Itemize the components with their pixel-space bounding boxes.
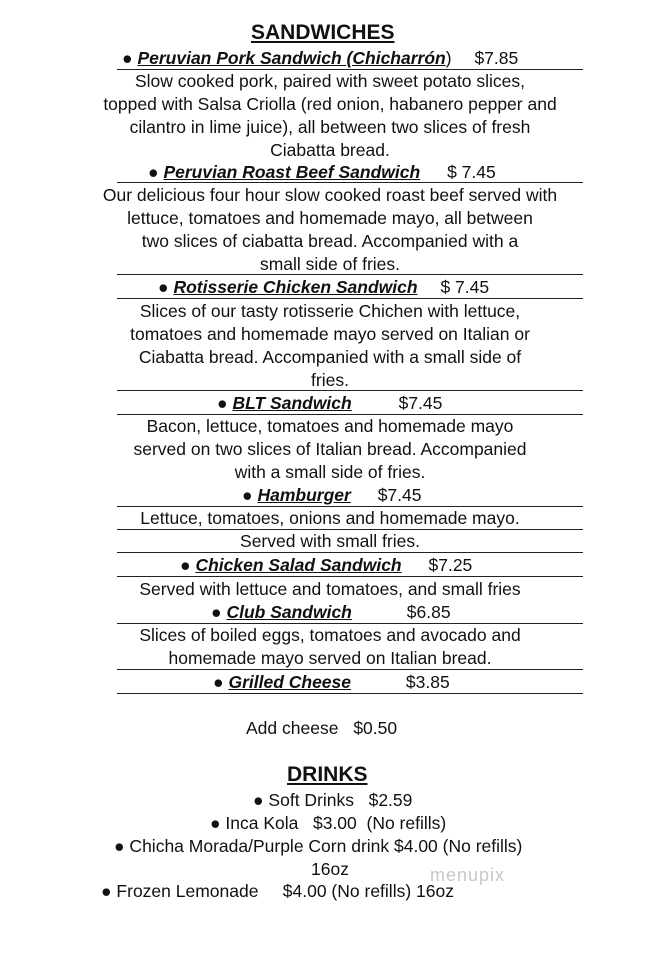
bullet: ● bbox=[217, 393, 228, 413]
menu-item-rotisserie-chicken-sandwich bbox=[158, 276, 489, 298]
drinks-title: DRINKS bbox=[287, 763, 368, 786]
item-description: Bacon, lettuce, tomatoes and homemade mayo served on two slices of Italian bread. Accompanied with a small side of fries. bbox=[133, 416, 527, 482]
item-price: $6.85 bbox=[406, 602, 451, 622]
bullet: ● bbox=[158, 277, 169, 297]
item-description: Lettuce, tomatoes, onions and homemade mayo. Served with small fries. bbox=[140, 508, 520, 551]
add-cheese bbox=[246, 717, 397, 739]
drink-frozen-lemonade: ● Frozen Lemonade $4.00 (No refills) 16oz bbox=[101, 881, 454, 901]
bullet: ● bbox=[148, 162, 159, 182]
divider bbox=[117, 298, 583, 299]
item-name: Grilled Cheese bbox=[228, 672, 352, 692]
item-name: Club Sandwich bbox=[226, 602, 352, 622]
drink-soft-drinks: ● Soft Drinks $2.59 bbox=[253, 790, 413, 810]
divider bbox=[117, 576, 583, 577]
watermark: menupix bbox=[430, 865, 506, 885]
sandwiches-title: SANDWICHES bbox=[251, 21, 395, 44]
bullet: ● bbox=[180, 555, 191, 575]
item-price: $7.85 bbox=[474, 48, 519, 68]
bullet: ● bbox=[213, 672, 224, 692]
divider bbox=[117, 274, 583, 275]
bullet: ● bbox=[242, 485, 253, 505]
add-cheese-price: $0.50 bbox=[353, 718, 398, 738]
divider bbox=[117, 693, 583, 694]
item-name: Hamburger bbox=[257, 485, 351, 505]
drink-chicha-morada: ● Chicha Morada/Purple Corn drink $4.00 (No refills) bbox=[114, 836, 523, 856]
item-description: Slow cooked pork, paired with sweet potato slices, topped with Salsa Criolla (red onion, habanero pepper and cilantro in lime juice), all between two slices of fresh Ciabatta bread. bbox=[103, 71, 557, 160]
bullet: ● bbox=[211, 602, 222, 622]
menu-item-blt-sandwich bbox=[217, 392, 442, 414]
divider bbox=[117, 529, 583, 530]
divider bbox=[117, 669, 583, 670]
menu-item-grilled-cheese bbox=[213, 671, 450, 693]
item-price: $ 7.45 bbox=[447, 162, 496, 182]
menu-item-roast-beef-sandwich bbox=[148, 161, 496, 183]
menu-item-chicken-salad-sandwich bbox=[180, 554, 472, 576]
menu-item-club-sandwich bbox=[211, 601, 451, 623]
bullet: ● bbox=[122, 48, 133, 68]
item-price: $ 7.45 bbox=[440, 277, 490, 297]
menu-item-hamburger bbox=[242, 484, 421, 506]
menu-item-pork-sandwich bbox=[122, 47, 518, 69]
divider bbox=[117, 552, 583, 553]
item-price: $7.25 bbox=[428, 555, 473, 575]
item-name: Peruvian Roast Beef Sandwich bbox=[163, 162, 421, 182]
item-description: Served with lettuce and tomatoes, and small fries bbox=[139, 579, 521, 599]
item-name: Chicken Salad Sandwich bbox=[195, 555, 402, 575]
item-name: Peruvian Pork Sandwich (Chicharrón bbox=[137, 48, 446, 68]
divider bbox=[117, 182, 583, 183]
item-description: Slices of boiled eggs, tomatoes and avocado and homemade mayo served on Italian bread. bbox=[139, 625, 521, 668]
item-price: $7.45 bbox=[377, 485, 422, 505]
item-name: BLT Sandwich bbox=[232, 393, 352, 413]
add-cheese-label: Add cheese bbox=[246, 718, 339, 738]
divider bbox=[117, 390, 583, 391]
item-price: $3.85 bbox=[405, 672, 450, 692]
drink-inca-kola: ● Inca Kola $3.00 (No refills) bbox=[210, 813, 447, 833]
item-description: Our delicious four hour slow cooked roast beef served with lettuce, tomatoes and homemade mayo, all between two slices of ciabatta bread. Accompanied with a small side of fries. bbox=[102, 185, 558, 274]
item-name-suffix: ) bbox=[445, 48, 452, 68]
item-description: Slices of our tasty rotisserie Chichen with lettuce, tomatoes and homemade mayo served on Italian or Ciabatta bread. Accompanied with a small side of fries. bbox=[130, 301, 530, 390]
drink-chicha-morada-size: 16oz bbox=[311, 859, 349, 879]
item-price: $7.45 bbox=[398, 393, 443, 413]
item-name: Rotisserie Chicken Sandwich bbox=[173, 277, 418, 297]
